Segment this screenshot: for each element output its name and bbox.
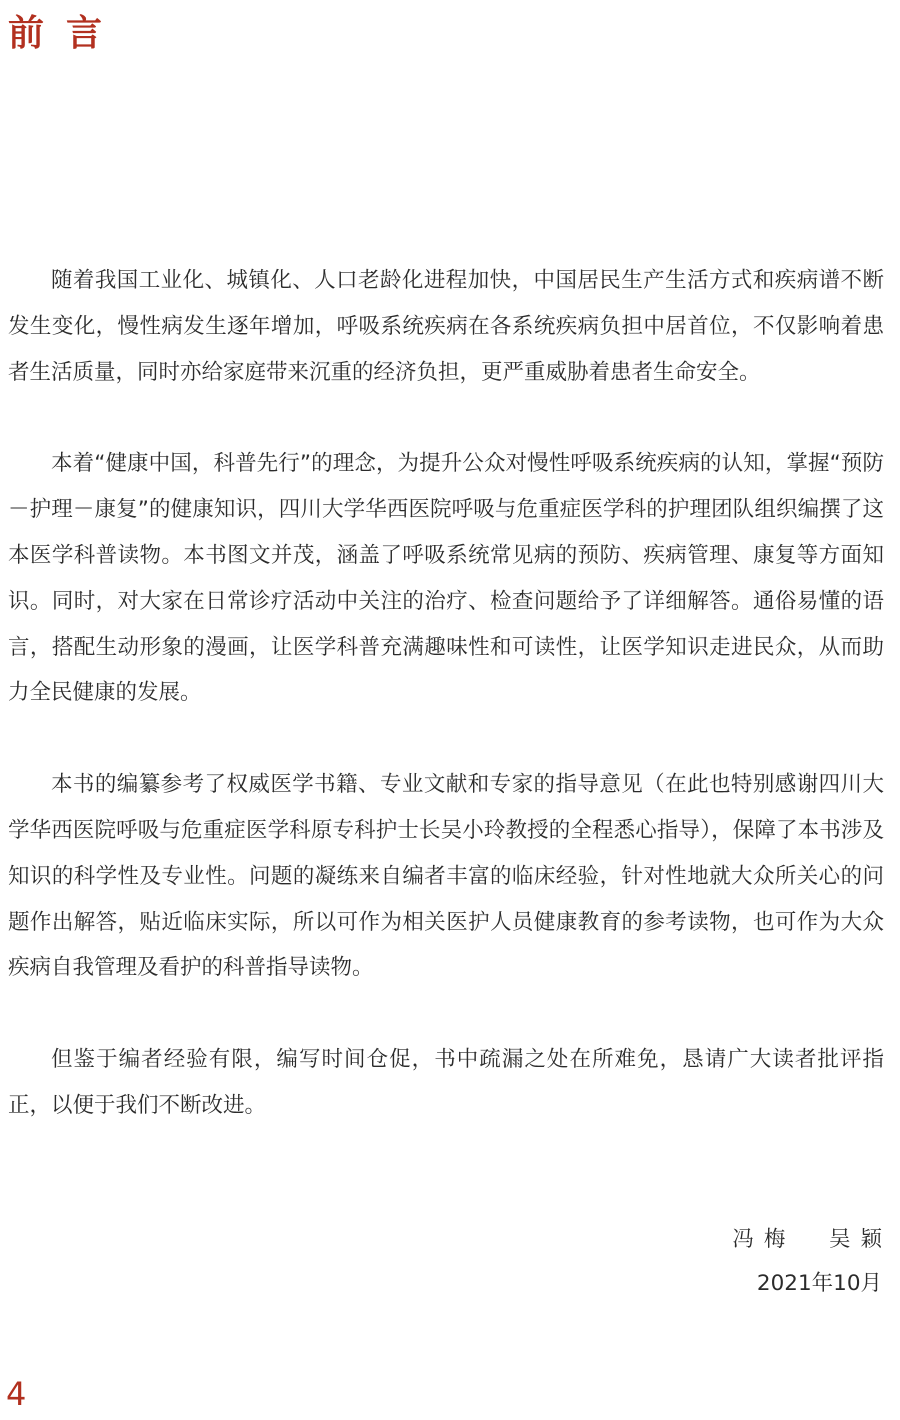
signature-date: 2021年10月 [756,1271,882,1296]
preface-body [8,258,884,1175]
page-title: 前言 [8,13,125,54]
paragraph-2: 本着“健康中国，科普先行”的理念，为提升公众对慢性呼吸系统疾病的认知，掌握“预防－护理－康复”的健康知识，四川大学华西医院呼吸与危重症医学科的护理团队组织编撰了这本医学科普读物。本书图文并茂，涵盖了呼吸系统常见病的预防、疾病管理、康复等方面知识。同时，对大家在日常诊疗活动中关注的治疗、检查问题给予了详细解答。通俗易懂的语言，搭配生动形象的漫画，让医学科普充满趣味性和可读性，让医学知识走进民众，从而助力全民健康的发展。 [8,451,884,706]
paragraph-1: 随着我国工业化、城镇化、人口老龄化进程加快，中国居民生产生活方式和疾病谱不断发生变化，慢性病发生逐年增加，呼吸系统疾病在各系统疾病负担中居首位，不仅影响着患者生活质量，同时亦给家庭带来沉重的经济负担，更严重威胁着患者生命安全。 [8,268,884,385]
signature-block [732,1218,892,1306]
paragraph-4: 但鉴于编者经验有限，编写时间仓促，书中疏漏之处在所难免，恳请广大读者批评指正，以便于我们不断改进。 [8,1047,884,1118]
author-names: 冯梅 吴颖 [732,1227,892,1252]
page-number: 4 [6,1375,27,1413]
paragraph-3: 本书的编纂参考了权威医学书籍、专业文献和专家的指导意见（在此也特别感谢四川大学华西医院呼吸与危重症医学科原专科护士长吴小玲教授的全程悉心指导），保障了本书涉及知识的科学性及专业性。问题的凝练来自编者丰富的临床经验，针对性地就大众所关心的问题作出解答，贴近临床实际，所以可作为相关医护人员健康教育的参考读物，也可作为大众疾病自我管理及看护的科普指导读物。 [8,772,884,981]
